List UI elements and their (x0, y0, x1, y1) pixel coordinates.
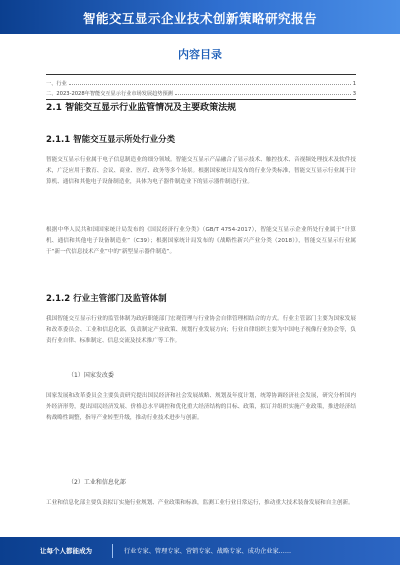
footer-label: 让每个人都能成为 (40, 547, 92, 555)
toc-entry-text: 二、2023-2028年智能交互显示行业市场发展趋势预测 (46, 91, 173, 97)
list-heading-ndrc: （1）国家发改委 (68, 372, 114, 379)
toc-entry-page: 3 (352, 91, 356, 97)
report-header-banner (0, 0, 400, 34)
toc-entry[interactable] (46, 77, 356, 87)
footer-banner (0, 537, 400, 565)
body-paragraph: 国家发展和改革委员会主要负责研究提出国民经济和社会发展战略、规划及年度计划，统筹协调经济社会发展，研究分析国内外经济形势，提出国民经济发展、价格总水平调控和优化重大经济结构的目标、政策，拟订并组织实施产业政策，推进经济结构战略性调整，指导产业转型升级，推动行业技术进步与创新。 (46, 393, 356, 421)
toc-leader-dots (175, 94, 351, 95)
body-paragraph: 智能交互显示行业属于电子信息制造业的细分领域。智能交互显示产品融合了显示技术、触控技术、音视频处理技术及软件技术，广泛应用于教育、会议、商业、医疗、政务等多个场景。根据国家统计局发布的行业分类标准，智能交互显示行业属于计算机、通信和其他电子设备制造业，具体为电子器件制造业下的显示器件制造行业。 (46, 157, 356, 185)
footer-divider (112, 544, 113, 558)
toc-entry[interactable] (46, 87, 356, 97)
toc-divider-top (46, 74, 356, 75)
list-heading-miit: （2）工业和信息化部 (68, 479, 126, 486)
report-title: 智能交互显示企业技术创新策略研究报告 (82, 11, 317, 26)
toc-leader-dots (69, 84, 351, 85)
section-heading-2-1: 2.1 智能交互显示行业监管情况及主要政策法规 (46, 103, 237, 113)
body-paragraph: 我国智能交互显示行业的监管体制为政府职能部门宏观管理与行业协会自律管理相结合的方式。行业主管部门主要为国家发展和改革委员会、工业和信息化部，负责制定产业政策、规划行业发展方向；行业自律组织主要为中国电子视像行业协会等，负责行业自律、标准制定、信息交流及技术推广等工作。 (46, 316, 356, 344)
toc-entry-text: 一、行业 (46, 81, 67, 87)
footer-roles-text: 行业专家、管理专家、营销专家、战略专家、成功企业家…… (124, 548, 292, 555)
subsection-heading-2-1-1: 2.1.1 智能交互显示所处行业分类 (46, 135, 176, 145)
body-paragraph: 根据中华人民共和国国家统计局发布的《国民经济行业分类》（GB/T 4754-2017），智能交互显示企业所处行业属于“计算机、通信和其他电子设备制造业”（C39）；根据国家统计局发布的《战略性新兴产业分类（2018）》，智能交互显示行业属于“新一代信息技术产业”中的“新型显示器件制造”。 (46, 227, 356, 255)
toc-entry-page: 1 (352, 81, 356, 87)
toc-heading: 内容目录 (178, 48, 222, 61)
subsection-heading-2-1-2: 2.1.2 行业主管部门及监管体制 (46, 294, 167, 304)
body-paragraph: 工业和信息化部主要负责拟订实施行业规划、产业政策和标准，监测工业行业日常运行，推动重大技术装备发展和自主创新。 (46, 500, 354, 506)
table-of-contents (46, 72, 356, 102)
